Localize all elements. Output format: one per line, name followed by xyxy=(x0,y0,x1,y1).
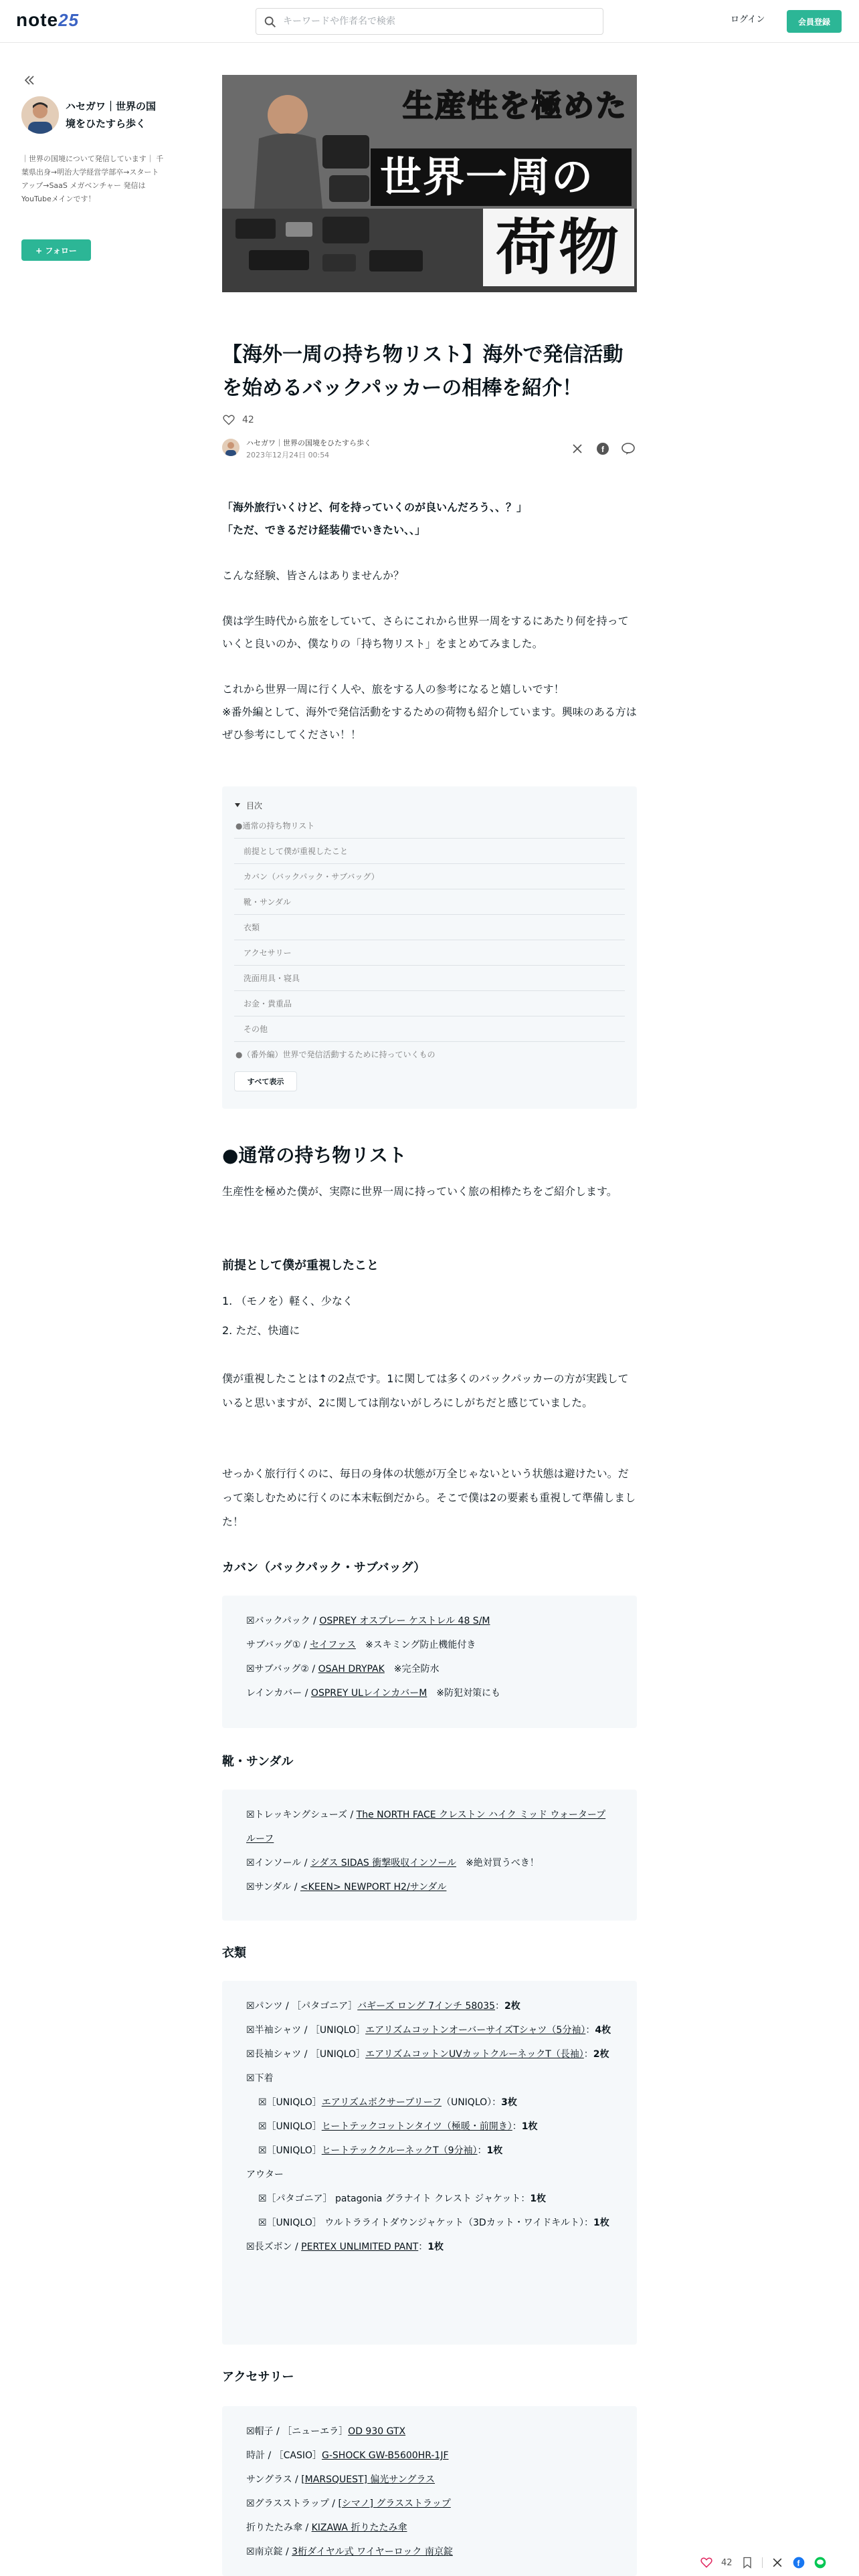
premise-heading: 前提として僕が重視したこと xyxy=(222,1259,379,1273)
list-item: ☒トレッキングシューズ / The NORTH FACE クレストン ハイク ミッド ウォータープルーフ xyxy=(246,1810,606,1844)
toc-show-all-button[interactable]: すべて表示 xyxy=(234,1071,297,1091)
follow-label: フォロー xyxy=(45,245,77,255)
list-item: ☒長袖シャツ / ［UNIQLO］エアリズムコットンUVカットクルーネックT（長袖）：2枚 xyxy=(246,2049,609,2060)
byline-date: 2023年12月24日 00:54 xyxy=(246,451,330,459)
collapse-sidebar-icon[interactable] xyxy=(21,72,37,88)
toc-item[interactable]: 前提として僕が重視したこと xyxy=(234,839,625,864)
list-item: 時計 / ［CASIO］G-SHOCK GW-B5600HR-1JF xyxy=(246,2450,449,2461)
toc-item[interactable]: その他 xyxy=(234,1016,625,1042)
float-like-count: 42 xyxy=(721,2557,733,2568)
shoes-list xyxy=(222,1790,637,1921)
facebook-share-icon[interactable] xyxy=(792,2556,805,2569)
list-item: ☒パンツ / ［パタゴニア］バギーズ ロング 7インチ 58035：2枚 xyxy=(246,2001,520,2012)
premise-list xyxy=(222,1287,637,1346)
note-logo[interactable] xyxy=(16,9,79,31)
product-link[interactable]: OD 930 GTX xyxy=(348,2426,406,2437)
section-lead: 生産性を極めた僕が、実際に世界一周に持っていく旅の相棒たちをご紹介します。 xyxy=(222,1185,617,1198)
article-title: 【海外一周の持ち物リスト】海外で発信活動を始めるバックパッカーの相棒を紹介！ xyxy=(222,343,624,400)
shoes-heading: 靴・サンダル xyxy=(222,1755,294,1769)
hero-image xyxy=(222,75,637,292)
product-link[interactable]: ヒートテックコットンタイツ（極暖・前開き） xyxy=(321,2121,512,2132)
product-link[interactable]: エアリズムコットンオーバーサイズTシャツ（5分袖） xyxy=(365,2025,586,2036)
hero-text-1: 生産性を極めた xyxy=(403,88,628,124)
product-link[interactable]: OSAH DRYPAK xyxy=(318,1664,385,1675)
floating-action-bar xyxy=(700,2555,827,2571)
list-item: ☒［UNIQLO］ヒートテッククルーネックT（9分袖）：1枚 xyxy=(258,2145,503,2156)
list-item: アウター xyxy=(246,2169,284,2180)
search-box[interactable] xyxy=(256,8,603,35)
product-link[interactable]: OSPREY ULレインカバーM xyxy=(310,1688,427,1699)
toc-item[interactable]: ●（番外編）世界で発信活動するために持っていくもの xyxy=(235,1050,436,1059)
site-header xyxy=(0,0,859,43)
toc-item[interactable]: 靴・サンダル xyxy=(234,889,625,915)
clothes-heading: 衣類 xyxy=(222,1946,246,1960)
add-user-icon: + xyxy=(35,245,43,255)
divider xyxy=(762,2557,763,2568)
list-item: レインカバー / OSPREY ULレインカバーM ※防犯対策にも xyxy=(246,1688,501,1699)
x-share-icon[interactable] xyxy=(570,441,585,456)
list-item: サブバッグ① / セイファス ※スキミング防止機能付き xyxy=(246,1640,476,1650)
toc-item[interactable]: お金・貴重品 xyxy=(234,991,625,1016)
premise-paragraph-2: せっかく旅行行くのに、毎日の身体の状態が万全じゃないという状態は避けたい。だって楽しむために行くのに本末転倒だから。そこで僕は2の要素も重視して準備しました！ xyxy=(222,1467,636,1528)
toc-toggle[interactable] xyxy=(234,797,625,813)
login-button[interactable]: ログイン xyxy=(731,12,765,25)
byline-author[interactable]: ハセガワ｜世界の国境をひたすら歩く xyxy=(246,439,371,447)
product-link[interactable]: G-SHOCK GW-B5600HR-1JF xyxy=(322,2450,449,2461)
logo-text: note xyxy=(16,9,59,30)
author-avatar[interactable] xyxy=(21,96,59,134)
signup-button[interactable]: 会員登録 xyxy=(787,10,842,33)
list-item: ☒インソール / シダス SIDAS 衝撃吸収インソール ※絶対買うべき！ xyxy=(246,1858,539,1868)
intro-line: 「海外旅行いくけど、何を持っていくのが良いんだろう、、？」 xyxy=(222,501,528,514)
product-link[interactable]: PERTEX UNLIMITED PANT xyxy=(301,2242,419,2252)
accessories-list xyxy=(222,2406,637,2576)
byline-avatar[interactable] xyxy=(222,439,240,456)
product-link[interactable]: KIZAWA 折りたたみ傘 xyxy=(311,2523,407,2533)
product-link[interactable]: エアリズムボクサーブリーフ xyxy=(321,2097,442,2108)
product-link[interactable]: [MARSQUEST] 偏光サングラス xyxy=(301,2474,436,2485)
list-item: 1. （モノを）軽く、少なく xyxy=(222,1295,353,1307)
hero-text-3: 荷物 xyxy=(483,209,634,286)
x-share-icon[interactable] xyxy=(771,2556,784,2569)
list-item: ☒［UNIQLO］ ウルトラライトダウンジャケット（3Dカット・ワイドキルト）：1枚 xyxy=(258,2218,609,2228)
triangle-down-icon xyxy=(234,802,241,809)
list-item: ☒半袖シャツ / ［UNIQLO］エアリズムコットンオーバーサイズTシャツ（5分袖）：4枚 xyxy=(246,2025,611,2036)
product-link[interactable]: The NORTH FACE クレストン ハイク ミッド ウォータープルーフ xyxy=(246,1810,606,1844)
list-item: ☒サブバッグ② / OSAH DRYPAK ※完全防水 xyxy=(246,1664,440,1675)
toc-item[interactable]: カバン（バックパック・サブバッグ） xyxy=(234,864,625,889)
list-item: 折りたたみ傘 / KIZAWA 折りたたみ傘 xyxy=(246,2523,407,2533)
intro-line: こんな経験、皆さんはありませんか？ xyxy=(222,569,405,582)
intro-line: 「ただ、できるだけ経装備でいきたい、、」 xyxy=(222,524,426,536)
heart-icon[interactable] xyxy=(700,2556,713,2569)
intro-line: これから世界一周に行く人や、旅をする人の参考になると嬉しいです！ xyxy=(222,683,565,695)
follow-button[interactable] xyxy=(21,239,91,261)
product-link[interactable]: [シマノ] グラスストラップ xyxy=(338,2498,451,2509)
toc-item[interactable]: アクセサリー xyxy=(234,940,625,966)
toc-heading: 目次 xyxy=(246,800,263,811)
product-link[interactable]: 3桁ダイヤル式 ワイヤーロック 南京錠 xyxy=(292,2547,453,2557)
list-item: ☒南京錠 / 3桁ダイヤル式 ワイヤーロック 南京錠 xyxy=(246,2547,453,2557)
toc-item[interactable]: ●通常の持ち物リスト xyxy=(234,813,625,839)
premise-paragraph-1: 僕が重視したことは↑の2点です。1に関しては多くのバックパッカーの方が実践していると思いますが、2に関しては削ないがしろにしがちだと感じていました。 xyxy=(222,1372,629,1409)
line-share-icon[interactable] xyxy=(621,441,636,456)
bag-list xyxy=(222,1596,637,1728)
author-bio: ｜世界の国境について発信しています｜ 千葉県出身→明治大学経営学部卒→スタートアップ→SaaS メガベンチャー 発信はYouTubeメインです！ xyxy=(21,154,164,203)
search-icon xyxy=(263,15,278,29)
bag-heading: カバン（バックパック・サブバッグ） xyxy=(222,1561,426,1575)
author-name[interactable]: ハセガワ｜世界の国境をひたすら歩く xyxy=(66,100,157,130)
line-share-icon[interactable] xyxy=(814,2556,827,2569)
product-link[interactable]: ヒートテッククルーネックT（9分袖） xyxy=(321,2145,478,2156)
clothes-list xyxy=(222,1981,637,2345)
intro-line: ※番外編として、海外で発信活動をするための荷物も紹介しています。興味のある方はぜひ参考にしてください！！ xyxy=(222,706,637,741)
like-count: 42 xyxy=(242,415,254,425)
list-item: ☒帽子 / ［ニューエラ］OD 930 GTX xyxy=(246,2426,406,2437)
list-item: ☒グラスストラップ / [シマノ] グラスストラップ xyxy=(246,2498,451,2509)
product-link[interactable]: <KEEN> NEWPORT H2/サンダル xyxy=(300,1882,447,1893)
intro-line: 僕は学生時代から旅をしていて、さらにこれから世界一周をするにあたり何を持っていくと良いのか、僕なりの「持ち物リスト」をまとめてみました。 xyxy=(222,615,629,650)
logo-year: 25 xyxy=(58,10,80,30)
list-item: ☒［UNIQLO］ヒートテックコットンタイツ（極暖・前開き）：1枚 xyxy=(258,2121,538,2132)
toc-item[interactable]: 衣類 xyxy=(234,915,625,940)
heart-icon[interactable] xyxy=(222,413,235,427)
share-icons xyxy=(570,441,636,456)
like-row xyxy=(222,412,254,428)
product-link[interactable]: エアリズムコットンUVカットクルーネックT（長袖） xyxy=(365,2049,584,2060)
article-intro xyxy=(222,496,637,746)
list-item: 2. ただ、快適に xyxy=(222,1324,300,1337)
list-item: サングラス / [MARSQUEST] 偏光サングラス xyxy=(246,2474,436,2485)
list-item: ☒長ズボン / PERTEX UNLIMITED PANT：1枚 xyxy=(246,2242,444,2252)
svg-text:f: f xyxy=(797,2559,799,2568)
list-item: ☒サンダル / <KEEN> NEWPORT H2/サンダル xyxy=(246,1882,447,1893)
hero-text-2: 世界一周の xyxy=(371,148,632,206)
section-heading: ●通常の持ち物リスト xyxy=(222,1144,407,1166)
search-input[interactable] xyxy=(283,9,597,34)
table-of-contents xyxy=(222,786,637,1109)
bookmark-icon[interactable] xyxy=(741,2556,754,2569)
list-item: ☒バックパック / OSPREY オスプレー ケストレル 48 S/M xyxy=(246,1616,490,1626)
product-link[interactable]: バギーズ ロング 7インチ 58035 xyxy=(357,2001,495,2012)
list-item: ☒［パタゴニア］ patagonia グラナイト クレスト ジャケット：1枚 xyxy=(258,2193,547,2204)
toc-item[interactable]: 洗面用具・寝具 xyxy=(234,966,625,991)
list-item: ☒下着 xyxy=(246,2073,274,2084)
product-link[interactable]: セイファス xyxy=(310,1640,356,1650)
accessories-heading: アクセサリー xyxy=(222,2370,294,2384)
product-link[interactable]: シダス SIDAS 衝撃吸収インソール xyxy=(310,1858,456,1868)
facebook-share-icon[interactable] xyxy=(595,441,610,456)
product-link[interactable]: OSPREY オスプレー ケストレル 48 S/M xyxy=(319,1616,490,1626)
list-item: ☒［UNIQLO］エアリズムボクサーブリーフ（UNIQLO）：3枚 xyxy=(258,2097,517,2108)
svg-text:f: f xyxy=(601,445,604,454)
